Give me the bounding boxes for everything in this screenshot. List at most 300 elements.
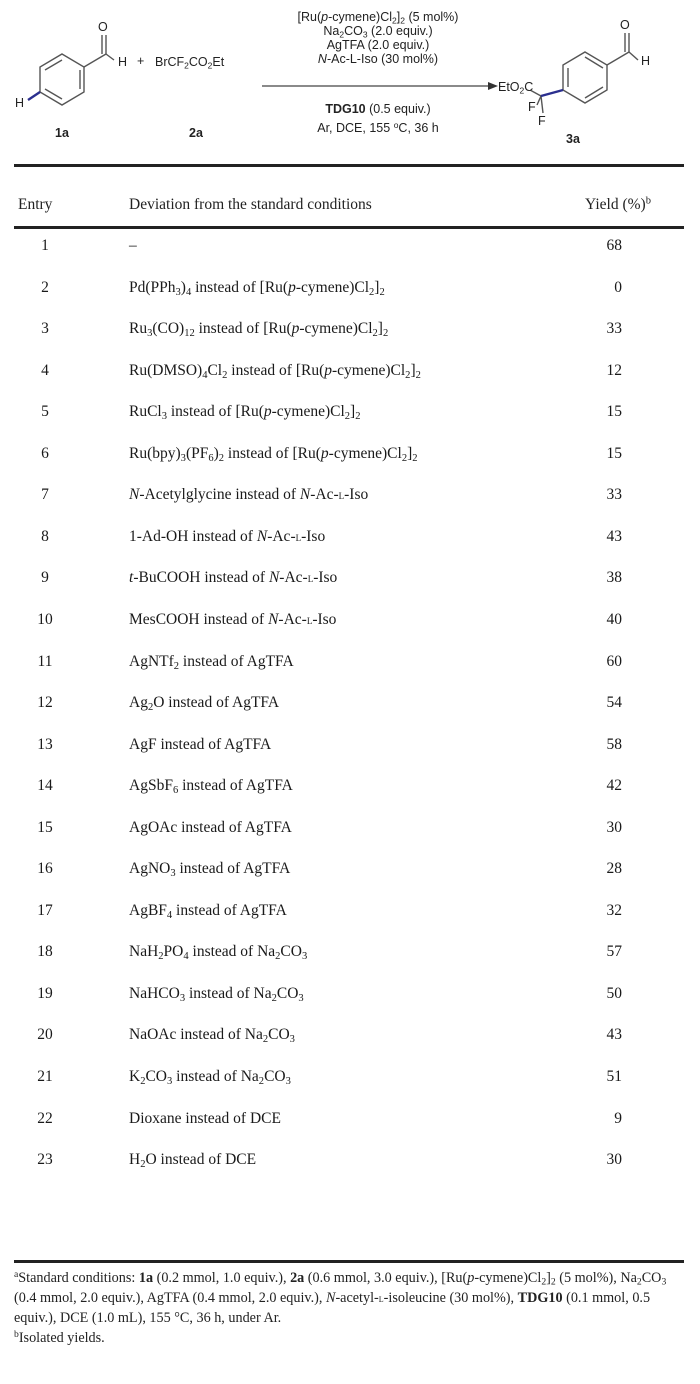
text-segment: C, 36 h (398, 121, 439, 135)
yield-value: 33 (606, 486, 622, 504)
deviation-text (129, 445, 418, 463)
text-segment: – (129, 237, 137, 254)
text-segment: 3 (298, 992, 304, 1004)
product-ester-label (498, 80, 533, 94)
text-segment: 3 (180, 452, 186, 464)
text-segment: NaH (129, 943, 159, 961)
text-segment: l (295, 528, 302, 544)
text-segment: AgNO (129, 860, 171, 878)
text-segment: NaOAc instead of Na (129, 1026, 263, 1044)
footnote-b (14, 1328, 686, 1348)
text-segment: BrCF (155, 55, 185, 69)
text-segment: 2 (140, 1075, 146, 1087)
text-segment: H (129, 1151, 141, 1169)
text-segment: 3 (289, 1034, 295, 1046)
text-segment: -cymene)Cl (474, 1270, 542, 1286)
table-row (0, 653, 700, 693)
text-segment: 1a (138, 1270, 154, 1286)
yield-value: 28 (606, 860, 622, 878)
text-segment: CO (268, 1026, 290, 1044)
entry-number: 19 (37, 984, 53, 1002)
table-row (0, 320, 700, 360)
text-segment: AgSbF (129, 777, 173, 795)
atom-label-f: F (528, 100, 536, 114)
text-segment: Ru(bpy) (129, 444, 181, 462)
text-segment: instead of AgTFA (172, 901, 287, 919)
entry-number: 22 (37, 1109, 53, 1127)
text-segment: 3 (661, 1276, 667, 1288)
table-row (0, 1026, 700, 1066)
table-row (0, 860, 700, 900)
text-segment: EtO (498, 80, 520, 94)
entry-number: 9 (41, 569, 49, 587)
text-segment: p (467, 1270, 475, 1286)
deviation-text (129, 902, 287, 920)
text-segment: p (324, 361, 332, 379)
footnote-a (14, 1268, 686, 1328)
text-segment: -Iso (301, 527, 326, 545)
table-row (0, 1068, 700, 1108)
entry-number: 21 (37, 1068, 53, 1085)
text-segment: -Ac- (267, 527, 296, 545)
header-yield (585, 196, 651, 214)
text-segment: RuCl (129, 403, 162, 421)
text-segment: p (321, 10, 329, 24)
yield-value: 15 (606, 444, 622, 462)
table-row (0, 694, 700, 734)
entry-number: 2 (41, 278, 49, 296)
new-cc-bond (541, 90, 563, 96)
text-segment: [Ru( (297, 10, 322, 24)
text-segment: l (307, 570, 314, 586)
text-segment: -Acetylglycine instead of (139, 486, 300, 504)
text-segment: p (291, 320, 300, 338)
yield-value: 58 (606, 735, 622, 753)
text-segment: PO (163, 943, 184, 961)
table-header-rule (14, 226, 684, 229)
text-segment: -Ac- (310, 486, 339, 504)
highlighted-ch-bond (28, 92, 40, 100)
text-segment: 2 (207, 60, 213, 71)
table-row (0, 736, 700, 776)
deviation-text (129, 1068, 291, 1086)
text-segment: b (14, 1329, 19, 1341)
deviation-text (129, 1026, 295, 1044)
text-segment: Isolated yields. (18, 1330, 105, 1346)
entry-number: 4 (41, 361, 49, 379)
condition-tdg (262, 100, 494, 119)
text-segment: l (338, 487, 345, 503)
entry-number: 10 (37, 610, 53, 628)
yield-value: 57 (606, 943, 622, 961)
table-row (0, 445, 700, 485)
yield-value: 15 (606, 403, 622, 421)
text-segment: (5 mol%) (404, 10, 459, 24)
text-segment: instead of AgTFA (178, 777, 293, 795)
text-segment: Pd(PPh (129, 278, 176, 296)
text-segment: (CO) (152, 320, 185, 338)
table-row (0, 611, 700, 651)
entry-number: 1 (41, 237, 49, 254)
table-row (0, 902, 700, 942)
entry-number: 17 (37, 901, 53, 919)
atom-label-o: O (98, 20, 108, 34)
entry-number: 5 (41, 403, 49, 421)
entry-number: 20 (37, 1026, 53, 1044)
table-row (0, 569, 700, 609)
deviation-text (129, 1110, 281, 1128)
text-segment: (0.5 equiv.) (365, 102, 431, 116)
text-segment: 12 (184, 328, 195, 340)
text-segment: (2.0 equiv.) (367, 24, 433, 38)
deviation-text (129, 819, 292, 837)
text-segment: Ru (129, 320, 148, 338)
text-segment: 2 (636, 1276, 642, 1288)
condition-base (262, 24, 494, 38)
entry-number: 14 (37, 777, 53, 795)
text-segment: ] (546, 1270, 551, 1286)
table-top-rule (14, 164, 684, 167)
text-segment: instead of AgTFA (179, 652, 294, 670)
text-segment: CO (280, 943, 302, 961)
text-segment: 4 (183, 951, 189, 963)
conditions-above-arrow (262, 10, 494, 66)
table-row (0, 279, 700, 319)
text-segment: 1-Ad-OH instead of (129, 527, 257, 545)
text-segment: Cl (207, 361, 223, 379)
text-segment: 3 (285, 1075, 291, 1087)
product-structure (530, 33, 638, 113)
deviation-text (129, 403, 360, 421)
yield-value: 68 (606, 237, 622, 254)
text-segment: ] (410, 361, 416, 379)
text-segment: instead of [Ru( (194, 320, 292, 338)
header-deviation: Deviation from the standard conditions (129, 196, 372, 213)
text-segment: 2 (218, 452, 225, 464)
text-segment: 2 (550, 1276, 556, 1288)
yield-value: 9 (614, 1109, 622, 1127)
text-segment: N (129, 486, 140, 504)
text-segment: 2 (379, 286, 385, 298)
text-segment: Ru(DMSO) (129, 361, 203, 379)
table-row (0, 943, 700, 983)
text-segment: instead of [Ru( (191, 278, 289, 296)
text-segment: N (317, 52, 327, 66)
table-row (0, 362, 700, 402)
compound-label-1a: 1a (55, 126, 69, 140)
text-segment: 6 (208, 452, 214, 464)
text-segment: Ar, DCE, 155 (317, 121, 394, 135)
text-segment: MesCOOH instead of (129, 610, 269, 628)
text-segment: 2 (344, 411, 351, 423)
text-segment: 2 (372, 328, 378, 340)
text-segment: 4 (185, 286, 192, 298)
text-segment: -Ac- (279, 569, 308, 587)
yield-value: 43 (606, 1026, 622, 1044)
arrowhead-icon (488, 82, 498, 90)
text-segment: l (378, 1291, 384, 1305)
text-segment: CO (188, 55, 208, 69)
condition-additive (262, 38, 494, 52)
text-segment: 2 (222, 369, 228, 381)
text-segment: Dioxane instead of DCE (129, 1109, 281, 1127)
entry-number: 7 (41, 486, 49, 504)
text-segment: p (320, 444, 329, 462)
table-row (0, 237, 700, 277)
text-segment: (0.6 mmol, 3.0 equiv.), [Ru( (304, 1270, 468, 1286)
text-segment: N (268, 610, 279, 628)
text-segment: Na (323, 24, 340, 38)
entry-number: 13 (37, 735, 53, 753)
text-segment: 3 (175, 286, 181, 298)
text-segment: l (306, 611, 313, 627)
text-segment: N (325, 1290, 336, 1306)
compound-label-2a: 2a (189, 126, 203, 140)
text-segment: -cymene)Cl (328, 10, 393, 24)
table-row (0, 819, 700, 859)
text-segment: instead of [Ru( (227, 361, 325, 379)
deviation-text (129, 279, 385, 297)
atom-label-h: H (641, 54, 651, 68)
yield-value: 30 (606, 1151, 622, 1169)
text-segment: O instead of DCE (145, 1151, 257, 1169)
deviation-text (129, 237, 137, 255)
condition-ligand (262, 52, 494, 66)
text-segment: ) (180, 278, 186, 296)
text-segment: 6 (172, 785, 179, 797)
text-segment: (5 mol%), Na (555, 1270, 637, 1286)
text-segment: 3 (161, 411, 167, 423)
text-segment: -cymene)Cl (295, 278, 370, 296)
text-segment: N (299, 486, 311, 504)
text-segment: 2 (262, 1034, 269, 1046)
yield-value: 38 (606, 569, 622, 587)
atom-label-o: O (620, 18, 630, 32)
text-segment: AgTFA (2.0 equiv.) (326, 38, 430, 52)
text-segment: -Iso (344, 486, 369, 504)
text-segment: 2 (392, 15, 397, 26)
text-segment: 2a (290, 1270, 305, 1286)
text-segment: Et (212, 55, 225, 69)
text-segment: b (645, 195, 651, 207)
text-segment: 2 (401, 452, 408, 464)
text-segment: 3 (362, 29, 368, 40)
text-segment: AgF instead of AgTFA (129, 735, 272, 753)
atom-label-h: H (118, 55, 128, 69)
deviation-text (129, 362, 421, 380)
text-segment: t (129, 569, 134, 587)
entry-number: 6 (41, 444, 49, 462)
condition-catalyst (262, 10, 494, 24)
table-row (0, 528, 700, 568)
text-segment: a (14, 1269, 19, 1281)
entry-number: 23 (37, 1151, 53, 1169)
text-segment: o (393, 119, 399, 130)
text-segment: instead of Na (172, 1068, 259, 1085)
yield-value: 12 (606, 361, 622, 379)
text-segment: 2 (382, 328, 389, 340)
deviation-text (129, 943, 307, 961)
yield-value: 32 (606, 901, 622, 919)
text-segment: 2 (415, 369, 421, 381)
text-segment: instead of Na (185, 984, 272, 1002)
text-segment: CO (276, 984, 299, 1002)
yield-value: 50 (606, 984, 622, 1002)
text-segment: -Iso (312, 610, 337, 628)
text-segment: -isoleucine (30 mol%), (383, 1290, 518, 1306)
text-segment: -acetyl- (335, 1290, 379, 1306)
entry-number: 12 (37, 694, 53, 712)
text-segment: 2 (173, 660, 180, 672)
deviation-text (129, 985, 304, 1003)
text-segment: 2 (541, 1276, 547, 1288)
conditions-below-arrow (262, 100, 494, 138)
text-segment: N (256, 527, 268, 545)
entry-number: 16 (37, 860, 53, 878)
deviation-text (129, 653, 294, 671)
text-segment: 3 (147, 328, 153, 340)
text-segment: -cymene)Cl (328, 444, 402, 462)
text-segment: ] (407, 444, 413, 462)
text-segment: instead of AgTFA (175, 860, 291, 878)
text-segment: 2 (355, 411, 361, 423)
text-segment: 2 (158, 951, 164, 963)
text-segment: 3 (167, 1075, 173, 1087)
text-segment: TDG10 (325, 102, 366, 116)
text-segment: instead of Na (188, 943, 276, 961)
text-segment: -cymene)Cl (299, 320, 373, 338)
text-segment: -cymene)Cl (332, 361, 406, 379)
condition-solvent-temp (262, 119, 494, 138)
entry-number: 8 (41, 527, 49, 545)
text-segment: CO (264, 1068, 286, 1085)
text-segment: p (288, 278, 296, 296)
table-row (0, 985, 700, 1025)
yield-value: 40 (606, 610, 622, 628)
text-segment: N (268, 569, 280, 587)
table-row (0, 1151, 700, 1191)
entry-number: 11 (37, 652, 53, 670)
benzaldehyde-structure (40, 35, 114, 105)
text-segment: Standard conditions: (18, 1270, 139, 1286)
entry-number: 15 (37, 818, 53, 836)
text-segment: 2 (369, 286, 375, 298)
deviation-text (129, 528, 325, 546)
text-segment: 2 (275, 951, 281, 963)
text-segment: -Ac- (278, 610, 307, 628)
text-segment: 3 (170, 868, 176, 880)
text-segment: -Iso (313, 569, 338, 587)
deviation-text (129, 694, 279, 712)
yield-value: 60 (606, 652, 622, 670)
header-entry: Entry (18, 196, 53, 213)
text-segment: 2 (412, 452, 418, 464)
text-segment: CO (641, 1270, 662, 1286)
text-segment: -Ac-L-Iso (30 mol%) (326, 52, 439, 66)
text-segment: CO (145, 1068, 168, 1085)
table-row (0, 1110, 700, 1150)
text-segment: Ag (129, 694, 148, 712)
text-segment: 2 (271, 992, 277, 1004)
table-footnotes (14, 1268, 686, 1348)
yield-value: 54 (606, 694, 622, 712)
yield-value: 33 (606, 320, 622, 338)
text-segment: 2 (339, 29, 345, 40)
table-row (0, 486, 700, 526)
text-segment: Yield (%) (585, 196, 646, 213)
entry-number: 3 (41, 320, 49, 338)
table-row (0, 403, 700, 443)
text-segment: ] (374, 278, 380, 296)
yield-value: 42 (606, 777, 622, 795)
text-segment: 2 (140, 1159, 146, 1171)
text-segment: -cymene)Cl (271, 403, 345, 421)
deviation-text (129, 320, 388, 338)
text-segment: O instead of AgTFA (153, 694, 280, 712)
text-segment: 2 (184, 60, 189, 71)
text-segment: AgOAc instead of AgTFA (129, 818, 292, 836)
text-segment: ] (350, 403, 356, 421)
text-segment: 2 (405, 369, 411, 381)
entry-number: 18 (37, 943, 53, 961)
text-segment: 4 (202, 369, 208, 381)
text-segment: 2 (147, 701, 154, 713)
text-segment: 3 (301, 951, 308, 963)
reaction-scheme (0, 0, 700, 158)
text-segment: instead of [Ru( (224, 444, 321, 462)
text-segment: p (263, 403, 272, 421)
text-segment: (0.2 mmol, 1.0 equiv.), (153, 1270, 291, 1286)
deviation-text (129, 486, 368, 504)
text-segment: ] (377, 320, 383, 338)
text-segment: AgNTf (129, 652, 174, 670)
text-segment: NaHCO (129, 984, 180, 1002)
plus-sign: + (137, 54, 145, 68)
table-bottom-rule (14, 1260, 684, 1263)
text-segment: 2 (519, 85, 525, 96)
deviation-text (129, 1151, 256, 1169)
text-segment: AgBF (129, 901, 167, 919)
text-segment: (0.1 mmol, 0.5 equiv.), DCE (1.0 mL), 155 °C, 36 h, under Ar. (14, 1290, 651, 1326)
text-segment: 3 (179, 992, 186, 1004)
deviation-text (129, 860, 290, 878)
yield-value: 30 (606, 818, 622, 836)
atom-label-h: H (15, 96, 25, 110)
text-segment: CO (344, 24, 363, 38)
text-segment: K (129, 1068, 141, 1085)
atom-label-f: F (538, 114, 546, 128)
text-segment: ) (213, 444, 219, 462)
text-segment: TDG10 (517, 1290, 563, 1306)
yield-value: 51 (606, 1068, 622, 1085)
yield-value: 43 (606, 527, 622, 545)
yield-value: 0 (614, 278, 622, 296)
text-segment: (0.4 mmol, 2.0 equiv.), AgTFA (0.4 mmol, 2.0 equiv.), (14, 1290, 326, 1306)
text-segment: instead of [Ru( (167, 403, 264, 421)
deviation-text (129, 611, 336, 629)
text-segment: C (524, 80, 534, 94)
deviation-text (129, 736, 271, 754)
table-row (0, 777, 700, 817)
text-segment: 2 (258, 1075, 265, 1087)
text-segment: 4 (166, 909, 173, 921)
text-segment: (PF (185, 444, 209, 462)
text-segment: -BuCOOH instead of (133, 569, 269, 587)
deviation-text (129, 569, 337, 587)
text-segment: 2 (400, 15, 405, 26)
text-segment: ] (396, 10, 401, 24)
compound-label-3a: 3a (566, 132, 580, 146)
